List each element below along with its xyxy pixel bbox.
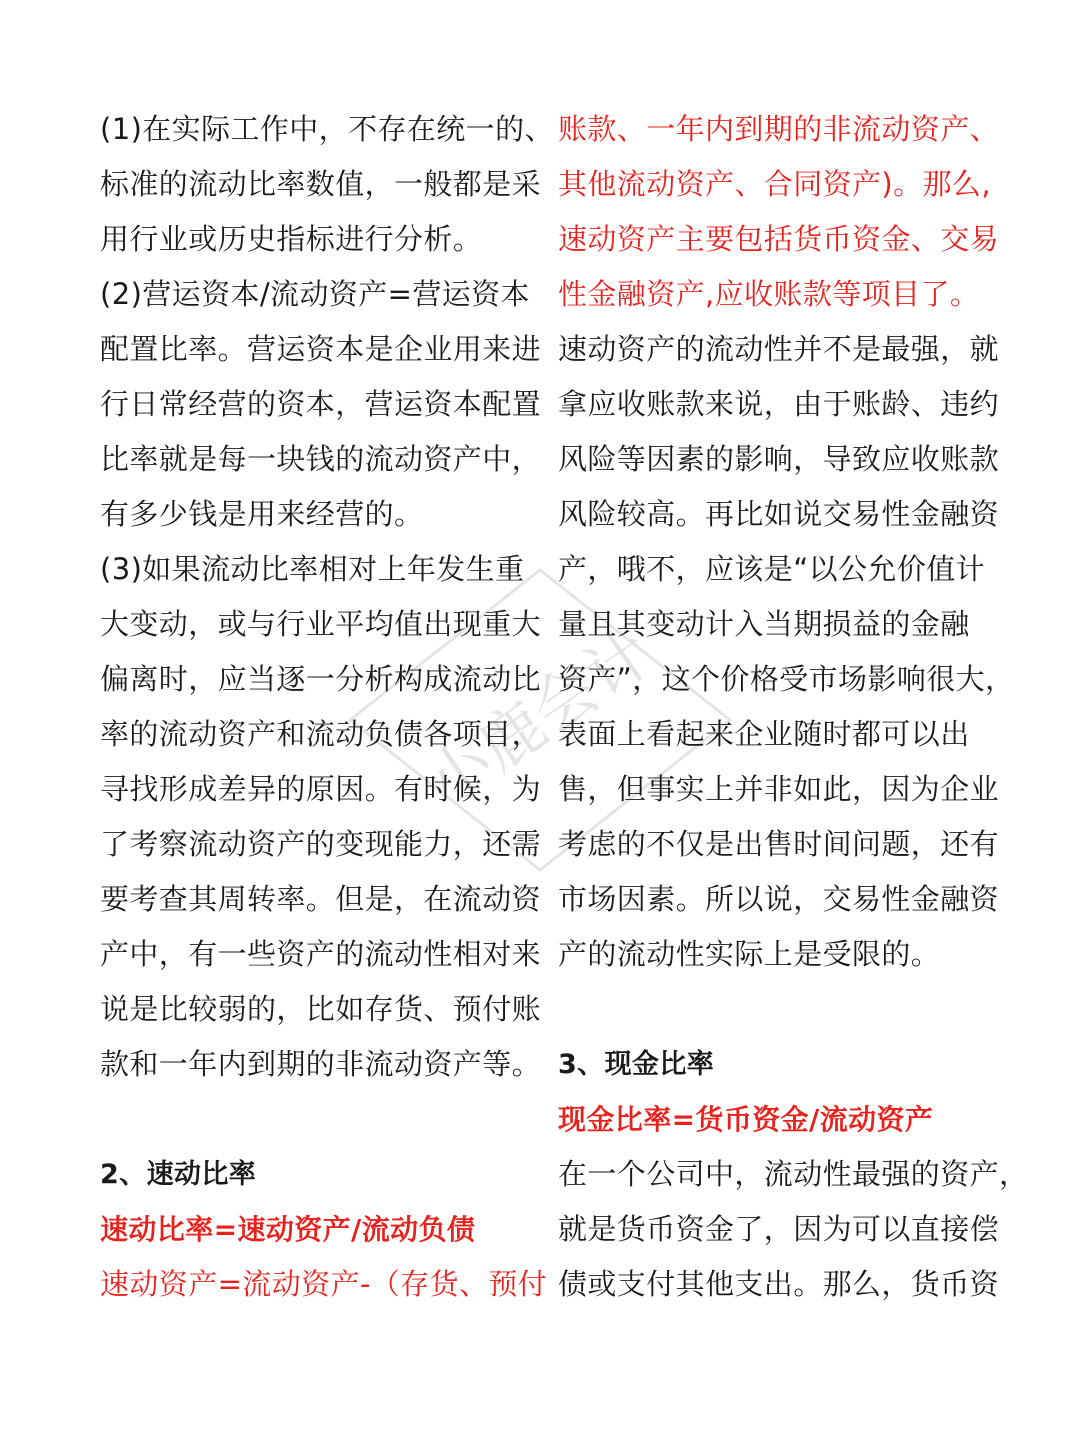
text-line: 大变动，或与行业平均值出现重大 bbox=[100, 607, 542, 641]
text-line: 资产”，这个价格受市场影响很大， bbox=[558, 662, 1015, 696]
text-line: 考虑的不仅是出售时间问题，还有 bbox=[558, 827, 1000, 861]
text-line: 比率就是每一块钱的流动资产中， bbox=[100, 442, 542, 476]
quick-assets-definition-continued bbox=[558, 102, 1000, 322]
text-line: 有多少钱是用来经营的。 bbox=[100, 497, 424, 531]
text-line: (3)如果流动比率相对上年发生重 bbox=[100, 552, 525, 586]
red-text-line: 性金融资产,应收账款等项目了。 bbox=[558, 277, 980, 311]
right-column bbox=[558, 102, 1029, 1312]
text-line: 产中，有一些资产的流动性相对来 bbox=[100, 937, 542, 971]
text-line: 标准的流动比率数值，一般都是采 bbox=[100, 167, 542, 201]
text-line: 产，哦不，应该是“以公允价值计 bbox=[558, 552, 986, 586]
red-text-line: 速动资产主要包括货币资金、交易 bbox=[558, 222, 1000, 256]
text-line: 在一个公司中，流动性最强的资产， bbox=[558, 1157, 1029, 1191]
text-line: 售，但事实上并非如此，因为企业 bbox=[558, 772, 1000, 806]
watermark-text: 小鹿会计 bbox=[413, 615, 666, 823]
quick-assets-paragraph bbox=[558, 322, 1015, 982]
item-2 bbox=[100, 267, 542, 542]
text-line: 配置比率。营运资本是企业用来进 bbox=[100, 332, 542, 366]
text-line: (2)营运资本/流动资产=营运资本 bbox=[100, 277, 530, 311]
text-line: 用行业或历史指标进行分析。 bbox=[100, 222, 483, 256]
section-3-formula: 现金比率=货币资金/流动资产 bbox=[558, 1103, 934, 1136]
spacer bbox=[100, 1092, 525, 1147]
text-line: 债或支付其他支出。那么，货币资 bbox=[558, 1267, 1000, 1301]
section-2-heading: 2、速动比率 bbox=[100, 1159, 257, 1190]
text-line: 产的流动性实际上是受限的。 bbox=[558, 937, 941, 971]
text-line: 速动资产的流动性并不是最强，就 bbox=[558, 332, 1000, 366]
text-line: 市场因素。所以说，交易性金融资 bbox=[558, 882, 1000, 916]
text-line: 就是货币资金了，因为可以直接偿 bbox=[558, 1212, 1000, 1246]
spacer bbox=[558, 982, 983, 1037]
red-text-line: 其他流动资产、合同资产)。那么, bbox=[558, 167, 991, 201]
quick-assets-definition: 速动资产=流动资产-（存货、预付 bbox=[100, 1267, 548, 1301]
text-line: 量且其变动计入当期损益的金融 bbox=[558, 607, 970, 641]
red-text-line: 账款、一年内到期的非流动资产、 bbox=[558, 112, 1000, 146]
item-1 bbox=[100, 102, 554, 267]
text-line: 要考查其周转率。但是，在流动资 bbox=[100, 882, 542, 916]
section-3-heading: 3、现金比率 bbox=[558, 1049, 715, 1080]
text-line: 行日常经营的资本，营运资本配置 bbox=[100, 387, 542, 421]
text-line: 风险较高。再比如说交易性金融资 bbox=[558, 497, 1000, 531]
section-2-formula: 速动比率=速动资产/流动负债 bbox=[100, 1213, 476, 1246]
text-line: 寻找形成差异的原因。有时候，为 bbox=[100, 772, 542, 806]
text-line: 说是比较弱的，比如存货、预付账 bbox=[100, 992, 542, 1026]
text-line: 了考察流动资产的变现能力，还需 bbox=[100, 827, 542, 861]
text-line: 拿应收账款来说，由于账龄、违约 bbox=[558, 387, 1000, 421]
text-line: 偏离时，应当逐一分析构成流动比 bbox=[100, 662, 542, 696]
text-line: 率的流动资产和流动负债各项目， bbox=[100, 717, 542, 751]
text-line: 款和一年内到期的非流动资产等。 bbox=[100, 1047, 542, 1081]
text-line: 表面上看起来企业随时都可以出 bbox=[558, 717, 970, 751]
cash-ratio-paragraph bbox=[558, 1147, 1029, 1312]
text-line: 风险等因素的影响，导致应收账款 bbox=[558, 442, 1000, 476]
text-line: (1)在实际工作中，不存在统一的、 bbox=[100, 112, 554, 146]
